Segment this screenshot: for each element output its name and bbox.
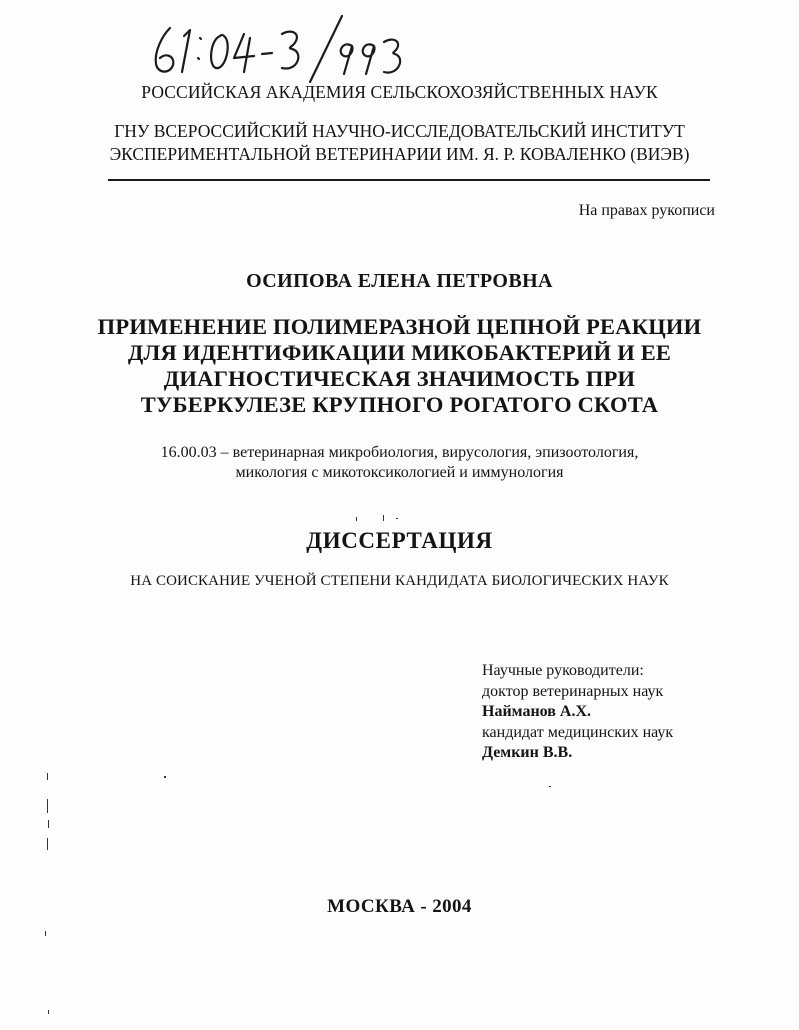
scan-speck bbox=[549, 786, 551, 787]
academy-name: РОССИЙСКАЯ АКАДЕМИЯ СЕЛЬСКОХОЗЯЙСТВЕННЫХ НАУК bbox=[141, 82, 658, 102]
scan-speck bbox=[356, 517, 357, 521]
title-line-4: ТУБЕРКУЛЕЗЕ КРУПНОГО РОГАТОГО СКОТА bbox=[140, 392, 659, 417]
institute-line-1: ГНУ ВСЕРОССИЙСКИЙ НАУЧНО-ИССЛЕДОВАТЕЛЬСКИЙ ИНСТИТУТ bbox=[114, 121, 685, 141]
title-line-2: ДЛЯ ИДЕНТИФИКАЦИИ МИКОБАКТЕРИЙ И ЕЕ bbox=[127, 340, 672, 365]
specialty-line-2: микология с микотоксикологией и иммунология bbox=[235, 464, 564, 481]
title-line-1: ПРИМЕНЕНИЕ ПОЛИМЕРАЗНОЙ ЦЕПНОЙ РЕАКЦИИ bbox=[97, 314, 702, 339]
institute-name bbox=[0, 120, 799, 166]
scan-speck bbox=[48, 1010, 49, 1014]
header-divider bbox=[108, 179, 710, 181]
specialty-code bbox=[0, 443, 799, 483]
scientific-advisors bbox=[482, 661, 673, 764]
scan-speck bbox=[47, 799, 48, 813]
scan-speck bbox=[48, 820, 49, 828]
author-name: ОСИПОВА ЕЛЕНА ПЕТРОВНА bbox=[246, 270, 553, 292]
scan-speck bbox=[383, 515, 384, 521]
institute-line-2: ЭКСПЕРИМЕНТАЛЬНОЙ ВЕТЕРИНАРИИ ИМ. Я. Р. КОВАЛЕНКО (ВИЭВ) bbox=[109, 144, 690, 164]
scan-speck bbox=[396, 518, 398, 519]
advisor-1-name: Найманов А.Х. bbox=[482, 703, 592, 720]
advisor-1-degree: доктор ветеринарных наук bbox=[482, 682, 664, 700]
advisors-heading: Научные руководители: bbox=[482, 662, 644, 679]
scan-speck bbox=[47, 773, 48, 780]
scan-speck bbox=[45, 931, 46, 936]
scan-speck bbox=[47, 838, 48, 850]
dissertation-title bbox=[0, 314, 799, 418]
city-year: МОСКВА - 2004 bbox=[327, 896, 472, 917]
title-line-3: ДИАГНОСТИЧЕСКАЯ ЗНАЧИМОСТЬ ПРИ bbox=[163, 366, 636, 391]
advisor-2-name: Демкин В.В. bbox=[482, 744, 573, 761]
document-type: ДИССЕРТАЦИЯ bbox=[306, 528, 493, 553]
specialty-line-1: 16.00.03 – ветеринарная микробиология, вирусология, эпизоотология, bbox=[160, 444, 639, 461]
degree-line: НА СОИСКАНИЕ УЧЕНОЙ СТЕПЕНИ КАНДИДАТА БИОЛОГИЧЕСКИХ НАУК bbox=[130, 573, 669, 589]
rights-note: На правах рукописи bbox=[578, 202, 715, 219]
handwritten-archive-number bbox=[140, 10, 420, 90]
scan-speck bbox=[164, 776, 166, 778]
advisor-2-degree: кандидат медицинских наук bbox=[482, 723, 674, 741]
